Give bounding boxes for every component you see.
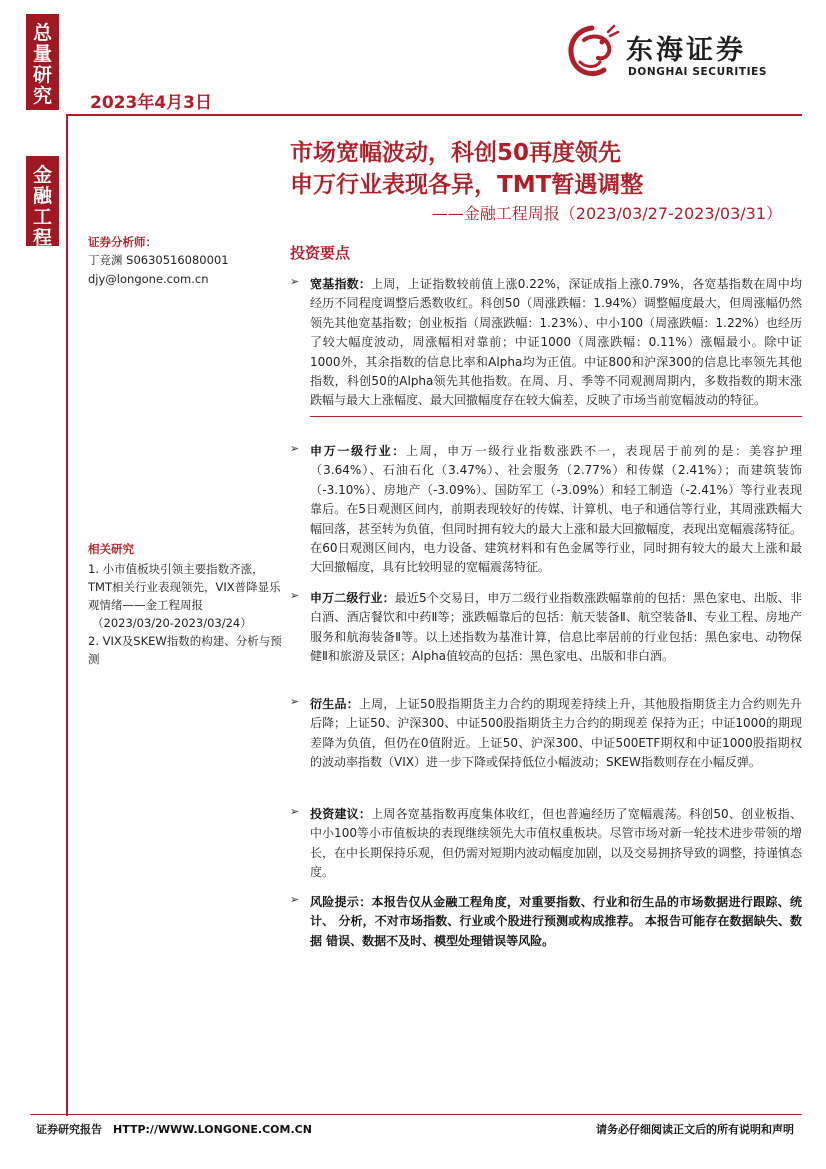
subject-tab: [26, 156, 59, 249]
dragon-logo-icon: [562, 22, 620, 84]
brand-name-en: DONGHAI SECURITIES: [628, 66, 768, 78]
analyst-name: 丁竞渊 S0630516080001: [88, 253, 229, 267]
key-point-body: 上周，上证50股指期货主力合约的期现差持续上升，其他股指期货主力合约则先升后降；上证50、沪深300、中证500股指期货主力合约的期现差 保持为正；中证1000的期现差降为负值，但仍在0值附近。上证50、沪深300、中证500ETF期权和中证1000股指期权的波动率指数（VIX）进一步下降或保持低位小幅波动；SKEW指数则存在小幅反弹。: [310, 697, 802, 770]
tab-char: 量: [32, 43, 52, 65]
key-point: [290, 805, 802, 883]
related-item[interactable]: 1. 小市值板块引领主要指数齐涨，TMT相关行业表现领先，VIX普降显乐观情绪——金工程周报: [88, 562, 281, 612]
arrow-bullet-icon: ➢: [290, 275, 300, 288]
key-point-heading: 申万二级行业：: [310, 591, 395, 605]
footer-divider: [30, 1114, 802, 1115]
key-point-body: 上周，上证指数较前值上涨0.22%，深证成指上涨0.79%，各宽基指数在周中均经历不同程度调整后悉数收红。科创50（周涨跌幅：1.94%）调整幅度最大，但周涨幅仍然领先其他宽基指数；创业板指（周涨跌幅：1.23%）、中小100（周涨跌幅：1.22%）也经历了较大幅度波动，周涨幅相对靠前；中证1000（周涨跌幅：0.11%）涨幅最小。除中证1000外，其余指数的信息比率和Alpha均为正值。中证800和沪深300的信息比率领先其他指数，科创50的Alpha领先其他指数。在周、月、季等不同观测周期内，多数指数的期末涨跌幅与最大上涨幅度、最大回撤幅度存在较大偏差，反映了市场当前宽幅波动的特征。: [310, 277, 802, 408]
report-date: 2023年4月3日: [90, 93, 212, 113]
key-point-heading: 宽基指数：: [310, 277, 372, 291]
key-point: [290, 893, 802, 951]
key-point-heading: 风险提示：: [310, 895, 372, 909]
category-tab: [26, 14, 59, 110]
key-point-body: 上周各宽基指数再度集体收红，但也普遍经历了宽幅震荡。科创50、创业板指、中小100等小市值板块的表现继续领先大市值权重板块。尽管市场对新一轮技术进步带领的增长，在中长期保持乐观，但仍需对短期内波动幅度加剧，以及交易拥挤导致的调整，持谨慎态度。: [310, 807, 803, 880]
section-title: 投资要点: [290, 244, 351, 262]
key-point-text: [310, 695, 802, 773]
analyst-label: 证券分析师：: [88, 235, 157, 249]
tab-char: 总: [32, 22, 52, 44]
related-research-label: 相关研究: [88, 542, 134, 556]
report-subtitle: ——金融工程周报（2023/03/27-2023/03/31）: [431, 204, 782, 223]
arrow-bullet-icon: ➢: [290, 442, 300, 455]
report-title-line-1: 市场宽幅波动，科创50再度领先: [290, 140, 622, 166]
key-point-text: [310, 442, 802, 578]
analyst-email: djy@longone.com.cn: [88, 272, 209, 286]
brand-logo: [562, 22, 788, 84]
tab-char: 金: [32, 164, 52, 186]
key-point-text: [310, 805, 802, 883]
footer-disclaimer: 请务必仔细阅读正文后的所有说明和声明: [596, 1123, 794, 1136]
key-point-text: [310, 589, 802, 667]
brand-name-cn: 东海证券: [626, 35, 746, 66]
arrow-bullet-icon: ➢: [290, 589, 300, 602]
sidebar-divider: [66, 116, 68, 1116]
tab-char: 程: [32, 227, 52, 249]
report-title-line-2: 申万行业表现各异，TMT暂遇调整: [290, 172, 644, 198]
key-point-body: 本报告仅从金融工程角度，对重要指数、行业和衍生品的市场数据进行跟踪、统计、 分析，不对市场指数、行业或个股进行预测或构成推荐。 本报告可能存在数据缺失、数据 错误、数据不及时、模型处理错误等风险。: [310, 895, 802, 948]
related-research-list: [88, 560, 284, 668]
key-point-body: 最近5个交易日，申万二级行业指数涨跌幅靠前的包括：黑色家电、出版、非白酒、酒店餐饮和中药Ⅱ等；涨跌幅靠后的包括：航天装备Ⅱ、航空装备Ⅱ、专业工程、房地产服务和航海装备Ⅱ等。以上述指数为基准计算，信息比率居前的行业包括：黑色家电、动物保健Ⅱ和旅游及景区；Alpha值较高的包括：黑色家电、出版和非白酒。: [310, 591, 802, 664]
arrow-bullet-icon: ➢: [290, 893, 300, 906]
footer-left[interactable]: 证券研究报告 HTTP://WWW.LONGONE.COM.CN: [36, 1123, 312, 1136]
key-point-heading: 投资建议：: [310, 807, 372, 821]
key-point-heading: 申万一级行业：: [310, 444, 406, 458]
related-item[interactable]: 2. VIX及SKEW指数的构建、分析与预测: [88, 634, 282, 666]
header-divider: [66, 114, 802, 116]
arrow-bullet-icon: ➢: [290, 805, 300, 818]
tab-char: 研: [32, 64, 52, 86]
key-point-body: 上周，申万一级行业指数涨跌不一，表现居于前列的是：美容护理（3.64%）、石油石化（3.47%）、社会服务（2.77%）和传媒（2.41%）；而建筑装饰（-3.10%）、房地产（-3.09%）、国防军工（-3.09%）和轻工制造（-2.41%）等行业表现靠后。在5日观测区间内，前期表现较好的传媒、计算机、电子和通信等行业，其周涨跌幅大幅回落，甚至转为负值，但同时拥有较大的最大上涨和最大回撤幅度，表现出宽幅震荡特征。在60日观测区间内，电力设备、建筑材料和有色金属等行业，同时拥有较大的最大上涨和最大回撤幅度，具有比较明显的宽幅震荡特征。: [310, 444, 803, 575]
key-point-heading: 衍生品：: [310, 697, 359, 711]
key-point: [290, 275, 802, 417]
key-point-text: [310, 275, 802, 411]
divider: [310, 416, 802, 417]
key-point: [290, 442, 802, 578]
arrow-bullet-icon: ➢: [290, 695, 300, 708]
key-point: [290, 589, 802, 667]
tab-char: 融: [32, 185, 52, 207]
key-point-text: [310, 893, 802, 951]
tab-char: 究: [32, 85, 52, 107]
key-point: [290, 695, 802, 773]
related-item-dates: （2023/03/20-2023/03/24）: [92, 616, 252, 630]
tab-char: 工: [32, 206, 52, 228]
